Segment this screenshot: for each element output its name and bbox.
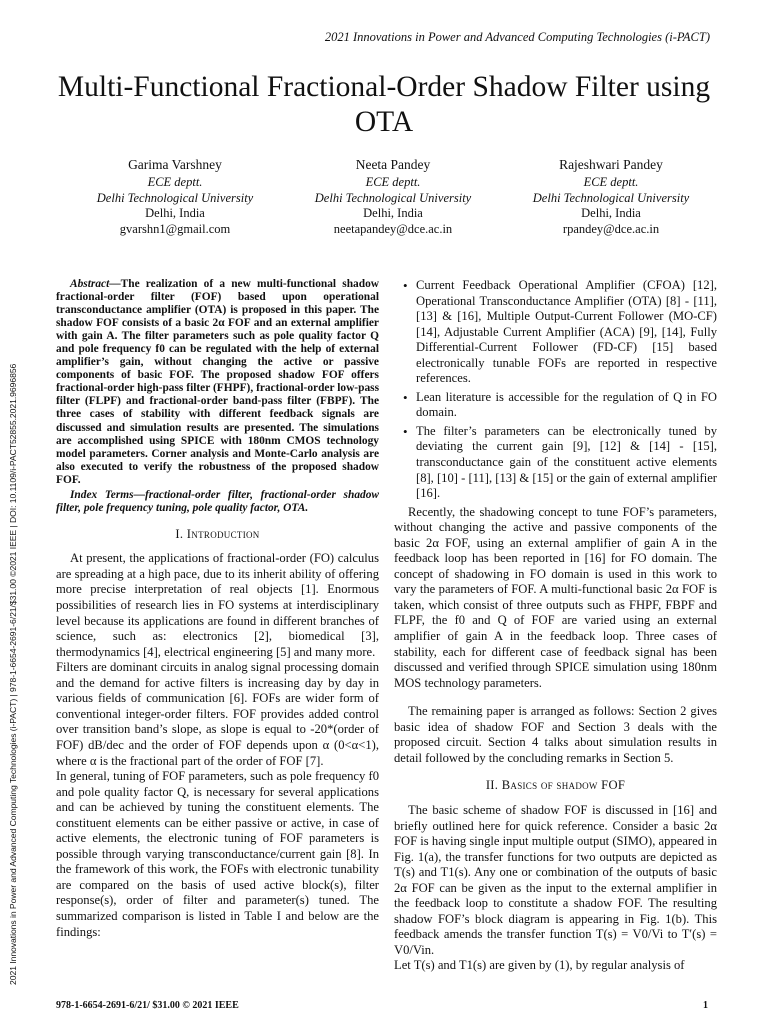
- author-university: Delhi Technological University: [314, 190, 472, 205]
- section-heading-basics: II. Basics of shadow FOF: [485, 778, 626, 793]
- list-item: • Lean literature is accessible for the regulation of Q in FO domain.: [394, 390, 717, 421]
- paragraph: The remaining paper is arranged as follows: Section 2 gives basic idea of shadow FOF and Section 3 deals with the proposed circuit. Section 4 talks about simulation results in detail followed by the concluding remarks in Section 5.: [394, 704, 717, 765]
- section-heading-introduction: I. Introduction: [175, 526, 260, 541]
- index-terms-label: Index Terms: [70, 488, 134, 501]
- author-email: gvarshn1@gmail.com: [119, 222, 231, 237]
- paper-title: Multi-Functional Fractional-Order Shadow Filter using OTA: [57, 71, 711, 138]
- author-university: Delhi Technological University: [96, 190, 254, 205]
- abstract: [56, 278, 379, 487]
- paragraph: Recently, the shadowing concept to tune FOF’s parameters, without changing the active and passive components of the basic 2α FOF, using an external amplifier of gain A in the feedback loop has been reported in [16] for FO domain. The concept of shadowing in FO domain is used in this work to vary the parameters of FOF. A multi-functional basic 2α FOF is taken, which consist of three outputs such as FHPF, FBPF and FLPF, the f0 and Q of FOF are varied using an external amplifier of gain A in the feedback loop. Three cases of stability, each for different case of feedback signal has been discussed and verified through SPICE simulation using 180nm MOS technology parameters.: [394, 504, 717, 690]
- index-terms: [56, 489, 379, 515]
- author-1: [66, 157, 284, 238]
- paragraph: In general, tuning of FOF parameters, such as pole frequency f0 and pole quality factor Q, is necessary for several applications and can be achieved by tuning the constituent elements. The constituent elements can be either passive or active, in case of active elements, the electronic tuning of FOF parameters is possible through varying transconductance/current gain [8]. In the framework of this work, the FOFs with electronic tunability are compared on the basis of used active block(s), filter response(s), order of filter and parameter(s) tuned. The summarized comparison is listed in Table I and below are the findings:: [56, 769, 379, 939]
- footer-copyright: 978-1-6654-2691-6/21/ $31.00 © 2021 IEEE: [56, 1000, 239, 1011]
- paragraph: Filters are dominant circuits in analog signal processing domain and the demand for active filters is increasing day by day in various fields of communication [6]. FOFs are wider form of conventional integer-order filters. FOF provides added control over transition band’s slope, as slope is equal to -20*(order of FOF) dB/dec and the order of FOF depends upon α (0<α<1), where α is the fractional part of the order of FOF [7].: [56, 660, 379, 768]
- paragraph: At present, the applications of fractional-order (FO) calculus are spreading at a high pace, due to its inherit ability of offering more precise interpretation of real objects [1]. Enormous possibilities of research lies in FO systems at interdisciplinary level because its applications are found in different branches of science, such as: electronics [2], biomedical [3], thermodynamics [4], electrical engineering [5] and many more.: [56, 551, 379, 659]
- list-item: • Current Feedback Operational Amplifier (CFOA) [12], Operational Transconductance Amplifier (OTA) [8] - [11], [13] & [16], Multiple Output-Current Follower (MO-CF) [14], Adjustable Current Amplifier (ACA) [9], [14], Fully Differential-Current Follower (FD-CF) [15] based electronically tunable FOFs are reported in respective references.: [394, 278, 717, 387]
- author-location: Delhi, India: [363, 206, 423, 221]
- author-dept: ECE deptt.: [365, 174, 421, 189]
- index-terms-text: —fractional-order filter, fractional-order shadow filter, pole frequency tuning, pole quality factor, OTA.: [56, 488, 379, 514]
- author-3: [502, 157, 720, 238]
- author-name: Garima Varshney: [128, 157, 222, 172]
- doi-sidebar: 2021 Innovations in Power and Advanced Computing Technologies (i-PACT) | 978-1-6654-2691-6/21/$31.00 ©2021 IEEE | DOI: 10.1109/i-PACT52855.2021.9696856: [8, 363, 18, 985]
- findings-list: [394, 278, 717, 502]
- left-column: [56, 278, 379, 940]
- author-university: Delhi Technological University: [532, 190, 690, 205]
- author-name: Rajeshwari Pandey: [559, 157, 663, 172]
- author-location: Delhi, India: [581, 206, 641, 221]
- abstract-label: Abstract: [70, 278, 110, 290]
- author-location: Delhi, India: [145, 206, 205, 221]
- abstract-text: —The realization of a new multi-functional shadow fractional-order filter (FOF) based upon operational transconductance amplifier (OTA) is proposed in this paper. The shadow FOF consists of a basic 2α FOF and an external amplifier with gain A. The filter parameters such as pole quality factor Q and pole frequency f0 can be regulated with the help of external amplifier’s gain, without changing the active or passive components of basic FOF. The proposed shadow FOF offers fractional-order high-pass filter (FHPF), fractional-order low-pass filter (FLPF) and fractional-order band-pass filter (FBPF). The three cases of stability with different feedback signals are discussed and simulation results are presented. The simulations are accomplished using SPICE with 180nm CMOS technology model parameters. Corner analysis and Monte-Carlo analysis are also executed to verify the robustness of the proposed shadow FOF.: [56, 278, 379, 486]
- paragraph: Let T(s) and T1(s) are given by (1), by regular analysis of: [394, 958, 685, 973]
- author-email: rpandey@dce.ac.in: [562, 222, 660, 237]
- conference-header: 2021 Innovations in Power and Advanced Computing Technologies (i-PACT): [324, 30, 710, 44]
- right-column: [394, 278, 717, 974]
- author-dept: ECE deptt.: [583, 174, 639, 189]
- page-number: 1: [703, 1000, 708, 1011]
- author-dept: ECE deptt.: [147, 174, 203, 189]
- list-item: • The filter’s parameters can be electronically tuned by deviating the current gain [9], [12] & [14] - [15], transconductance gain of the constituent active elements [8], [10] - [11], [13] & [15] or the gain of external amplifier [16].: [394, 424, 717, 502]
- paragraph: The basic scheme of shadow FOF is discussed in [16] and briefly outlined here for quick reference. Consider a basic 2α FOF is having single input multiple output (SIMO), appeared in Fig. 1(a), the transfer functions for two outputs are depicted as T(s) and T1(s). Any one or combination of the outputs of basic 2α FOF can be given as the input to the external amplifier in the feedback loop to constitute a shadow FOF. The resulting shadow FOF’s block diagram is appearing in Fig. 1(b). This feedback amends the transfer function T(s) = V0/Vi to T′(s) = V0/Vin.: [394, 802, 717, 957]
- author-block: [66, 157, 720, 238]
- author-email: neetapandey@dce.ac.in: [333, 222, 453, 237]
- author-2: [284, 157, 502, 238]
- author-name: Neeta Pandey: [355, 157, 431, 172]
